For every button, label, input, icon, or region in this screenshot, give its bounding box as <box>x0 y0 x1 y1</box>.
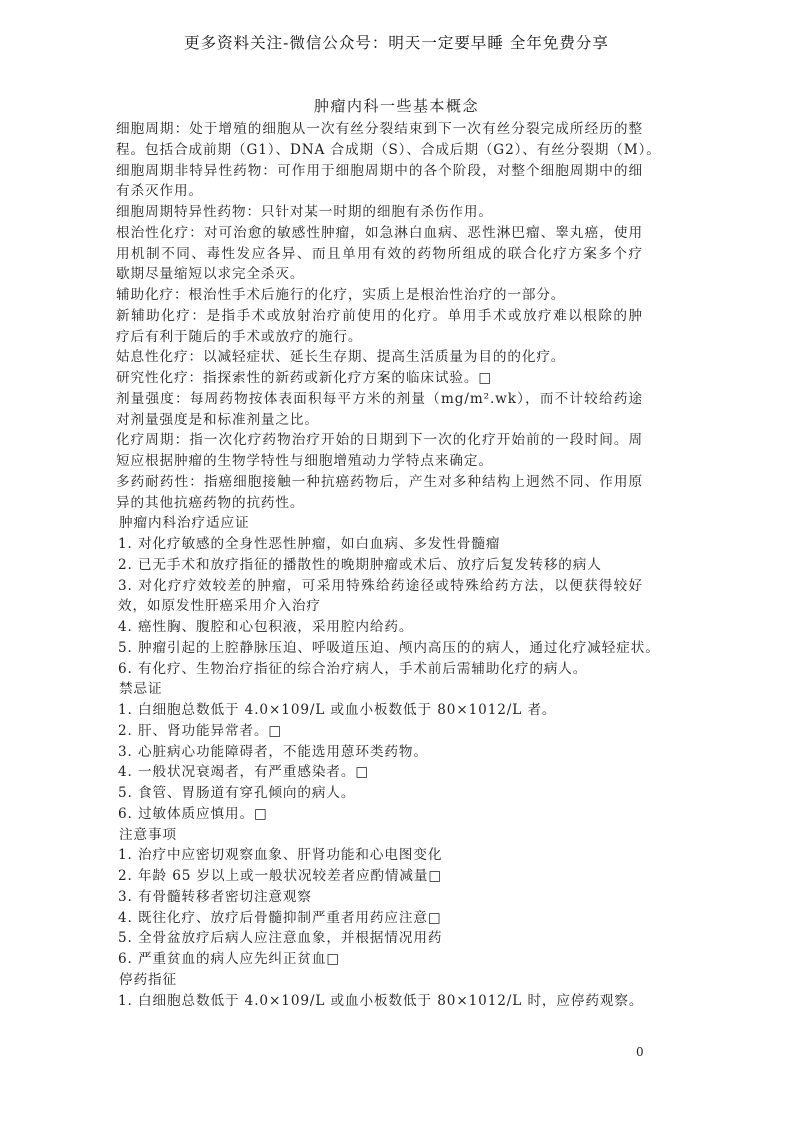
text-line: 肿瘤内科治疗适应证 <box>119 515 250 532</box>
definition-paragraph <box>116 161 643 203</box>
text-line: 5. 肿瘤引起的上腔静脉压迫、呼吸道压迫、颅内高压的的病人，通过化疗减轻症状。 <box>118 639 660 656</box>
text-line: 剂量强度：每周药物按体表面积每平方米的剂量（mg/m².wk），而不计较给药途 <box>116 390 643 407</box>
section-heading <box>116 679 643 700</box>
page-header-banner: 更多资料关注-微信公众号：明天一定要早睡 全年免费分享 <box>184 34 609 52</box>
list-item <box>116 721 643 742</box>
definition-paragraph <box>116 202 643 223</box>
section-heading <box>116 513 643 534</box>
definition-paragraph <box>116 368 643 389</box>
text-line: 歇期尽量缩短以求完全杀灭。 <box>116 266 305 283</box>
text-line: 1. 白细胞总数低于 4.0×109/L 或血小板数低于 80×1012/L 者。 <box>118 702 557 718</box>
list-item <box>116 617 643 638</box>
text-line: 4. 一般状况衰竭者，有严重感染者。□ <box>118 764 370 781</box>
text-line: 停药指征 <box>119 971 177 988</box>
text-line: 6. 严重贫血的病人应先纠正贫血□ <box>118 951 341 967</box>
list-item <box>116 742 643 763</box>
text-line: 4. 既往化疗、放疗后骨髓抑制严重者用药应注意□ <box>118 909 442 926</box>
text-line: 3. 对化疗疗效较差的肿瘤，可采用特殊给药途径或特殊给药方法，以便获得较好 <box>118 577 643 594</box>
list-item <box>116 700 643 721</box>
text-line: 用机制不同、毒性发应各异、而且单用有效的药物所组成的联合化疗方案多个疗 <box>116 245 643 262</box>
list-item <box>116 659 643 680</box>
list-item <box>116 845 643 866</box>
text-line: 3. 有骨髓转移者密切注意观察 <box>118 888 312 905</box>
text-line: 1. 白细胞总数低于 4.0×109/L 或血小板数低于 80×1012/L 时，应停药观察。 <box>118 992 644 1009</box>
text-line: 3. 心脏病心功能障碍者，不能选用蒽环类药物。 <box>118 743 428 760</box>
text-line: 2. 肝、肾功能异常者。□ <box>118 722 283 739</box>
text-line: 程。包括合成前期（G1）、DNA 合成期（S）、合成后期（G2）、有丝分裂期（M）。 <box>116 141 661 158</box>
text-line: 对剂量强度是和标准剂量之比。 <box>116 411 319 428</box>
text-line: 效，如原发性肝癌采用介入治疗 <box>118 598 321 615</box>
text-line: 5. 食管、胃肠道有穿孔倾向的病人。 <box>118 785 356 801</box>
text-line: 2. 已无手术和放疗指征的播散性的晚期肿瘤或术后、放疗后复发转移的病人 <box>118 556 602 573</box>
definition-paragraph <box>116 119 661 161</box>
text-line: 2. 年龄 65 岁以上或一般状况较差者应酌情减量□ <box>118 868 443 884</box>
text-line: 根治性化疗：对可治愈的敏感性肿瘤，如急淋白血病、恶性淋巴瘤、睾丸癌，使用 <box>116 224 643 241</box>
text-line: 细胞周期特异性药物：只针对某一时期的细胞有杀伤作用。 <box>116 204 493 220</box>
list-item <box>116 991 643 1012</box>
list-item <box>116 638 660 659</box>
section-heading <box>116 970 643 991</box>
list-item <box>116 949 643 970</box>
definition-paragraph <box>116 306 643 348</box>
text-line: 异的其他抗癌药物的抗药性。 <box>116 494 305 511</box>
list-item <box>116 804 643 825</box>
text-line: 短应根据肿瘤的生物学特性与细胞增殖动力学特点来确定。 <box>116 453 493 469</box>
text-line: 禁忌证 <box>119 681 163 698</box>
document-body <box>116 119 661 1011</box>
page-number: 0 <box>636 1045 644 1059</box>
list-item <box>116 866 643 887</box>
list-item <box>116 576 643 618</box>
text-line: 6. 过敏体质应慎用。□ <box>118 805 268 822</box>
list-item <box>116 534 643 555</box>
definition-paragraph <box>116 430 643 472</box>
list-item <box>116 908 643 929</box>
text-line: 有杀灭作用。 <box>116 183 203 200</box>
text-line: 1. 治疗中应密切观察血象、肝肾功能和心电图变化 <box>118 847 443 864</box>
text-line: 4. 癌性胸、腹腔和心包积液，采用腔内给药。 <box>118 619 414 635</box>
list-item <box>116 762 643 783</box>
list-item <box>116 887 643 908</box>
definition-paragraph <box>116 347 643 368</box>
text-line: 化疗周期：指一次化疗药物治疗开始的日期到下一次的化疗开始前的一段时间。周 <box>116 432 643 449</box>
text-line: 5. 全骨盆放疗后病人应注意血象，并根据情况用药 <box>118 930 443 947</box>
definition-paragraph <box>116 472 643 514</box>
list-item <box>116 555 643 576</box>
text-line: 1. 对化疗敏感的全身性恶性肿瘤，如白血病、多发性骨髓瘤 <box>118 536 501 552</box>
text-line: 6. 有化疗、生物治疗指征的综合治疗病人，手术前后需辅助化疗的病人。 <box>118 660 588 677</box>
section-heading <box>116 825 643 846</box>
definition-paragraph <box>116 223 643 285</box>
list-item <box>116 783 643 804</box>
document-title: 肿瘤内科一些基本概念 <box>313 97 479 115</box>
list-item <box>116 928 643 949</box>
definition-paragraph <box>116 285 643 306</box>
definition-paragraph <box>116 389 643 431</box>
text-line: 疗后有利于随后的手术或放疗的施行。 <box>116 328 363 345</box>
text-line: 研究性化疗：指探索性的新药或新化疗方案的临床试验。□ <box>116 370 493 386</box>
text-line: 细胞周期非特异性药物：可作用于细胞周期中的各个阶段，对整个细胞周期中的细 <box>116 162 643 179</box>
text-line: 辅助化疗：根治性手术后施行的化疗，实质上是根治性治疗的一部分。 <box>116 287 566 303</box>
text-line: 多药耐药性：指癌细胞接触一种抗癌药物后，产生对多种结构上迥然不同、作用原 <box>116 473 643 490</box>
text-line: 姑息性化疗：以减轻症状、延长生存期、提高生活质量为目的的化疗。 <box>116 349 566 366</box>
text-line: 细胞周期：处于增殖的细胞从一次有丝分裂结束到下一次有丝分裂完成所经历的整 <box>116 121 643 137</box>
text-line: 注意事项 <box>119 826 177 843</box>
text-line: 新辅助化疗：是指手术或放射治疗前使用的化疗。单用手术或放疗难以根除的肿 <box>116 307 643 324</box>
